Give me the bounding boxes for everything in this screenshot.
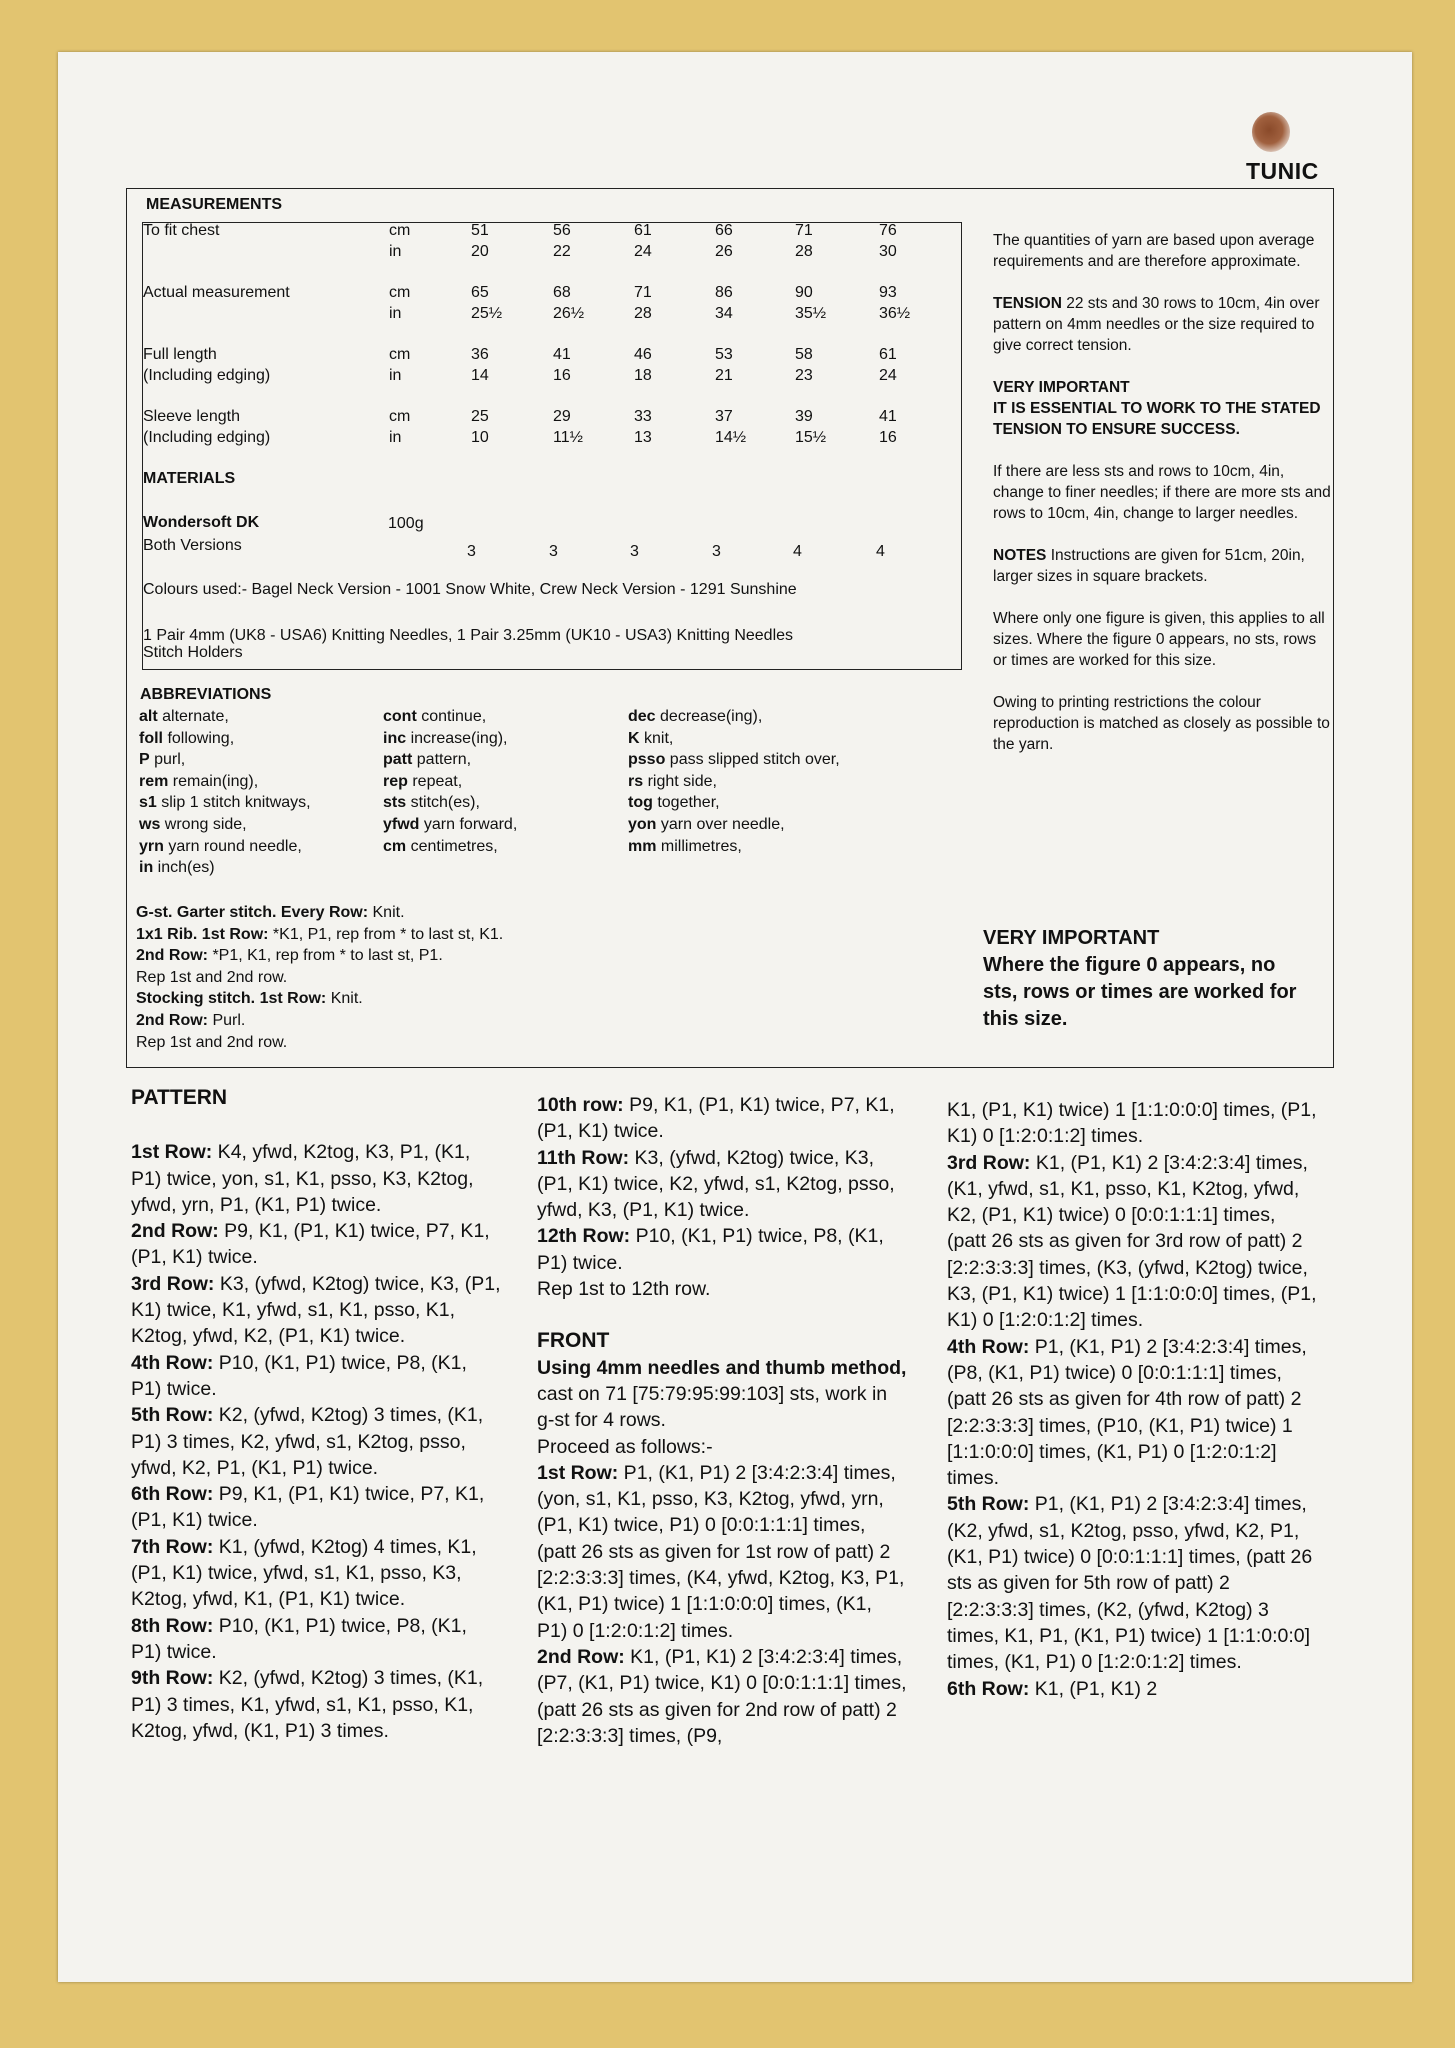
- abbreviation-key: P: [139, 751, 150, 769]
- row-label: 2nd Row:: [537, 1645, 625, 1668]
- abbreviation-item: [628, 706, 840, 728]
- row-label: 2nd Row:: [136, 947, 208, 965]
- measurement-value: 24: [634, 243, 652, 260]
- measurement-value: 61: [879, 346, 897, 363]
- versions-value: 3: [549, 543, 558, 560]
- front-row: [947, 1491, 1317, 1675]
- measurement-value: 18: [634, 367, 652, 384]
- abbreviation-key: cm: [383, 837, 407, 855]
- pattern-heading: PATTERN: [131, 1086, 228, 1109]
- abbreviation-key: patt: [383, 751, 413, 769]
- abbreviation-key: ws: [139, 815, 161, 833]
- measurement-unit: in: [389, 305, 402, 322]
- measurement-value: 20: [471, 243, 489, 260]
- abbreviation-key: mm: [628, 837, 657, 855]
- abbreviation-item: [628, 814, 840, 836]
- versions-value: 3: [630, 543, 639, 560]
- front-row: [947, 1676, 1317, 1702]
- notes-text: Instructions are given for 51cm, 20in, larger sizes in square brackets.: [993, 547, 1305, 585]
- abbreviation-meaning: remain(ing),: [168, 772, 259, 790]
- stitch-definition: [136, 945, 503, 967]
- abbreviation-meaning: increase(ing),: [406, 729, 508, 747]
- measurement-value: 15½: [795, 429, 827, 446]
- measurement-value: 39: [795, 408, 813, 425]
- yarn-name: Wondersoft DK: [143, 514, 260, 531]
- measurement-value: 53: [715, 346, 733, 363]
- row-label: G-st. Garter stitch. Every Row:: [136, 904, 369, 921]
- abbreviation-item: [383, 814, 517, 836]
- pattern-row: [131, 1350, 501, 1403]
- front-row: [537, 1460, 907, 1644]
- abbreviation-meaning: together,: [652, 794, 720, 812]
- row-label: 11th Row:: [537, 1146, 630, 1169]
- measurement-value: 46: [634, 346, 652, 363]
- row-instructions: K1, (yfwd, K2tog) 4 times, K1, (P1, K1) twice, yfwd, s1, K1, psso, K3, K2tog, yfwd, K1, (P1, K1) twice.: [131, 1535, 477, 1611]
- one-figure-note: Where only one figure is given, this applies to all sizes. Where the figure 0 appears, no sts, rows or times are worked for this size.: [993, 610, 1325, 669]
- measurement-value: 71: [795, 222, 813, 239]
- measurement-value: 71: [634, 284, 652, 301]
- measurement-value: 66: [715, 222, 733, 239]
- row-instructions: *K1, P1, rep from * to last st, K1.: [268, 925, 504, 943]
- row-label: 3rd Row:: [131, 1272, 215, 1295]
- printing-note: Owing to printing restrictions the colour reproduction is matched as closely as possible to the yarn.: [993, 694, 1330, 753]
- abbreviations-column-3: [628, 706, 840, 857]
- versions-label: Both Versions: [143, 537, 242, 554]
- row-instructions: Rep 1st and 2nd row.: [136, 1033, 288, 1051]
- front-intro-text: cast on 71 [75:79:95:99:103] sts, work in g-st for 4 rows.: [537, 1382, 888, 1432]
- abbreviation-meaning: knit,: [639, 729, 674, 747]
- stitch-definitions: [136, 902, 503, 1053]
- measurement-value: 33: [634, 408, 652, 425]
- measurement-label: To fit chest: [143, 222, 220, 239]
- abbreviation-key: tog: [628, 794, 653, 812]
- abbreviation-meaning: repeat,: [407, 772, 463, 790]
- pattern-row: [131, 1534, 501, 1613]
- row-instructions: K3, (yfwd, K2tog) twice, K3, (P1, K1) twice, K2, yfwd, s1, K2tog, psso, yfwd, K3, (P1, K1) twice.: [537, 1146, 895, 1222]
- tension-label: TENSION: [993, 295, 1062, 312]
- abbreviation-meaning: alternate,: [157, 708, 229, 725]
- pattern-row: [131, 1271, 501, 1350]
- abbreviation-item: [139, 836, 311, 858]
- abbreviation-key: yfwd: [383, 815, 420, 833]
- row-instructions: P1, (K1, P1) 2 [3:4:2:3:4] times, (P8, (K1, P1) twice) 0 [0:0:1:1:1] times, (patt 26 sts as given for 4th row of patt) 2 [2:2:3:3:3] times, (P10, (K1, P1) twice) 1 [1:1:0:0:0] times, (K1, P1) 0 [1:2:0:1:2] times.: [947, 1335, 1307, 1490]
- proceed-text: Proceed as follows:-: [537, 1435, 713, 1458]
- abbreviation-meaning: pass slipped stitch over,: [665, 751, 840, 769]
- row-instructions: P9, K1, (P1, K1) twice, P7, K1, (P1, K1) twice.: [131, 1483, 485, 1532]
- essential-text: IT IS ESSENTIAL TO WORK TO THE STATED TENSION TO ENSURE SUCCESS.: [993, 400, 1321, 438]
- row-instructions: Purl.: [208, 1011, 246, 1029]
- abbreviation-item: [628, 836, 840, 858]
- very-important-label: VERY IMPORTANT: [993, 379, 1130, 396]
- abbreviation-key: rs: [628, 772, 644, 790]
- zero-figure-box: [983, 925, 1313, 1033]
- abbreviation-meaning: pattern,: [412, 751, 472, 769]
- measurement-value: 36: [471, 346, 489, 363]
- measurement-value: 29: [553, 408, 571, 425]
- row-instructions: P10, (K1, P1) twice, P8, (K1, P1) twice.: [537, 1225, 884, 1274]
- abbreviation-key: inc: [383, 729, 407, 747]
- row-label: 1st Row:: [131, 1141, 213, 1164]
- row-label: 9th Row:: [131, 1667, 214, 1690]
- size-notes: [993, 545, 1333, 587]
- very-important-heading: VERY IMPORTANT: [983, 927, 1160, 949]
- row-instructions: P1, (K1, P1) 2 [3:4:2:3:4] times, (K2, yfwd, s1, K2tog, psso, yfwd, K2, P1, (K1, P1) twice) 0 [0:0:1:1:1] times, (patt 26 sts as given for 5th row of patt) 2 [2:2:3:3:3] times, (K2, (yfwd, K2tog) 3 times, K1, P1, (K1, P1) twice) 1 [1:1:0:0:0] times, (K1, P1) 0 [1:2:0:1:2] times.: [947, 1493, 1313, 1674]
- abbreviation-meaning: centimetres,: [406, 837, 498, 855]
- stitch-definition: [136, 1010, 503, 1032]
- measurement-unit: cm: [389, 222, 411, 239]
- measurement-label: Actual measurement: [143, 284, 290, 301]
- stitch-definition: [136, 902, 503, 924]
- measurement-value: 61: [634, 222, 652, 239]
- abbreviation-key: sts: [383, 794, 407, 812]
- colours-used: Colours used:- Bagel Neck Version - 1001 Snow White, Crew Neck Version - 1291 Sunshine: [143, 581, 797, 598]
- pattern-row: [131, 1402, 501, 1481]
- row-instructions: K2, (yfwd, K2tog) 3 times, (K1, P1) 3 times, K2, yfwd, s1, K2tog, psso, yfwd, K2, P1, (K1, P1) twice.: [131, 1404, 484, 1479]
- measurement-value: 41: [553, 346, 571, 363]
- measurement-value: 30: [879, 243, 897, 260]
- abbreviation-key: s1: [139, 794, 157, 812]
- abbreviation-item: [383, 771, 517, 793]
- stitch-holders: Stitch Holders: [143, 644, 243, 661]
- row-label: 4th Row:: [131, 1351, 214, 1374]
- row-label: 7th Row:: [131, 1535, 214, 1558]
- measurement-value: 65: [471, 284, 489, 301]
- versions-value: 3: [467, 543, 476, 560]
- row-label: 12th Row:: [537, 1225, 631, 1248]
- measurement-unit: in: [389, 429, 402, 446]
- measurement-value: 28: [634, 305, 652, 322]
- row-instructions: Rep 1st and 2nd row.: [136, 968, 288, 986]
- row-instructions: P10, (K1, P1) twice, P8, (K1, P1) twice.: [131, 1351, 467, 1400]
- measurement-unit: cm: [389, 346, 411, 363]
- pattern-column-2: [537, 1092, 907, 1749]
- very-important-note: [993, 377, 1333, 440]
- abbreviation-item: [139, 749, 311, 771]
- row-label: 5th Row:: [947, 1493, 1030, 1516]
- measurement-value: 26: [715, 243, 733, 260]
- pattern-row: [537, 1223, 907, 1276]
- front-row: [947, 1334, 1317, 1492]
- row-label: 4th Row:: [947, 1335, 1030, 1358]
- tension-note: [993, 293, 1333, 356]
- abbreviation-meaning: inch(es): [153, 859, 215, 877]
- abbreviation-key: dec: [628, 708, 656, 725]
- front-intro: [537, 1355, 907, 1434]
- abbreviation-key: rep: [383, 772, 408, 790]
- measurement-value: 56: [553, 222, 571, 239]
- abbreviation-item: [139, 771, 311, 793]
- measurement-value: 76: [879, 222, 897, 239]
- abbreviation-key: foll: [139, 729, 163, 747]
- abbreviation-meaning: following,: [163, 729, 235, 747]
- abbreviation-meaning: yarn over needle,: [656, 815, 785, 833]
- row-instructions: K1, (P1, K1) 2: [1029, 1677, 1158, 1700]
- abbreviation-key: rem: [139, 772, 169, 790]
- abbreviation-item: [139, 814, 311, 836]
- pattern-row: [131, 1665, 501, 1744]
- row-instructions: K4, yfwd, K2tog, K3, P1, (K1, P1) twice, yon, s1, K1, psso, K3, K2tog, yfwd, yrn, P1, (K1, P1) twice.: [131, 1141, 474, 1216]
- stitch-definition: [136, 988, 503, 1010]
- tension-text: 22 sts and 30 rows to 10cm, 4in over pattern on 4mm needles or the size required to give correct tension.: [993, 295, 1320, 354]
- measurement-value: 11½: [553, 429, 583, 446]
- notes-column: [993, 230, 1333, 776]
- needle-change-note: If there are less sts and rows to 10cm, 4in, change to finer needles; if there are more sts and rows to 10cm, 4in, change to larger needles.: [993, 463, 1331, 522]
- measurement-value: 93: [879, 284, 897, 301]
- row-label: 8th Row:: [131, 1614, 214, 1637]
- versions-value: 3: [712, 543, 721, 560]
- measurement-value: 35½: [795, 305, 827, 322]
- row-instructions: Knit.: [368, 904, 405, 921]
- abbreviation-key: in: [139, 859, 154, 877]
- row-instructions: Rep 1st to 12th row.: [537, 1278, 711, 1301]
- row-instructions: K2, (yfwd, K2tog) 3 times, (K1, P1) 3 times, K1, yfwd, s1, K1, psso, K1, K2tog, yfwd, (K1, P1) 3 times.: [131, 1667, 484, 1742]
- abbreviation-item: [628, 792, 840, 814]
- row-label: 3rd Row:: [947, 1151, 1031, 1174]
- abbreviation-item: [383, 792, 517, 814]
- measurement-unit: in: [389, 367, 402, 384]
- zero-figure-text: Where the figure 0 appears, no sts, rows or times are worked for this size.: [983, 954, 1297, 1030]
- needles: 1 Pair 4mm (UK8 - USA6) Knitting Needles, 1 Pair 3.25mm (UK10 - USA3) Knitting Needles: [143, 627, 794, 644]
- abbreviation-key: psso: [628, 751, 666, 769]
- measurement-value: 36½: [879, 305, 911, 322]
- row-label: 2nd Row:: [136, 1011, 208, 1029]
- abbreviation-meaning: right side,: [643, 772, 717, 790]
- abbreviation-item: [383, 706, 517, 728]
- measurement-value: 14: [471, 367, 489, 384]
- row-label: 10th row:: [537, 1094, 624, 1116]
- yarn-weight: 100g: [388, 515, 424, 532]
- row-instructions: P10, (K1, P1) twice, P8, (K1, P1) twice.: [131, 1614, 467, 1663]
- row-instructions: P9, K1, (P1, K1) twice, P7, K1, (P1, K1) twice.: [537, 1094, 895, 1143]
- notes-label: NOTES: [993, 547, 1047, 564]
- abbreviation-item: [139, 728, 311, 750]
- measurement-value: 51: [471, 222, 489, 239]
- measurement-value: 23: [795, 367, 813, 384]
- abbreviation-key: K: [628, 729, 640, 747]
- abbreviation-item: [383, 728, 517, 750]
- measurement-value: 37: [715, 408, 733, 425]
- row-label: 1st Row:: [537, 1461, 619, 1484]
- abbreviation-item: [139, 792, 311, 814]
- abbreviation-meaning: continue,: [416, 708, 487, 725]
- measurement-unit: in: [389, 243, 402, 260]
- measurement-unit: cm: [389, 408, 411, 425]
- measurement-value: 14½: [715, 429, 747, 446]
- measurement-value: 26½: [553, 305, 585, 322]
- front-heading: FRONT: [537, 1329, 610, 1353]
- pattern-column-1: [131, 1085, 501, 1744]
- measurements-heading: MEASUREMENTS: [146, 196, 283, 213]
- pattern-row: [131, 1613, 501, 1666]
- abbreviation-item: [139, 706, 311, 728]
- abbreviation-meaning: yarn round needle,: [163, 837, 302, 855]
- row-instructions: *P1, K1, rep from * to last st, P1.: [208, 947, 443, 965]
- measurement-value: 16: [553, 367, 571, 384]
- pattern-row: [131, 1218, 501, 1271]
- stitch-definition: [136, 924, 503, 946]
- pattern-row: [537, 1276, 907, 1302]
- abbreviation-key: alt: [139, 708, 158, 725]
- abbreviation-key: yrn: [139, 837, 164, 855]
- measurement-value: 58: [795, 346, 813, 363]
- versions-value: 4: [793, 543, 802, 560]
- abbreviation-item: [139, 857, 311, 879]
- measurement-value: 16: [879, 429, 897, 446]
- row-instructions: P1, (K1, P1) 2 [3:4:2:3:4] times, (yon, s1, K1, psso, K3, K2tog, yfwd, yrn, (P1, K1) twice, P1) 0 [0:0:1:1:1] times, (patt 26 sts as given for 1st row of patt) 2 [2:2:3:3:3] times, (K4, yfwd, K2tog, K3, P1, (K1, P1) twice) 1 [1:1:0:0:0] times, (K1, P1) 0 [1:2:0:1:2] times.: [537, 1461, 905, 1642]
- row-instructions: K1, (P1, K1) 2 [3:4:2:3:4] times, (K1, yfwd, s1, K1, psso, K1, K2tog, yfwd, K2, (P1, K1) twice) 0 [0:0:1:1:1] times, (patt 26 sts as given for 3rd row of patt) 2 [2:2:3:3:3] times, (K3, (yfwd, K2tog) twice, K3, (P1, K1) twice) 1 [1:1:0:0:0] times, (P1, K1) 0 [1:2:0:1:2] times.: [947, 1151, 1317, 1332]
- page-title: TUNIC: [1246, 158, 1319, 184]
- measurement-value: 25: [471, 408, 489, 425]
- measurement-unit: cm: [389, 284, 411, 301]
- row-label: 1x1 Rib. 1st Row:: [136, 925, 269, 943]
- measurement-value: 10: [471, 429, 489, 446]
- abbreviation-meaning: millimetres,: [656, 837, 742, 855]
- measurement-value: 68: [553, 284, 571, 301]
- measurement-value: 21: [715, 367, 733, 384]
- yarn-quantities-note: The quantities of yarn are based upon average requirements and are therefore approximate.: [993, 232, 1315, 270]
- abbreviations-column-2: [383, 706, 517, 857]
- front-row: [947, 1150, 1317, 1334]
- measurement-value: 90: [795, 284, 813, 301]
- row-label: 6th Row:: [131, 1483, 214, 1506]
- row-instructions: P9, K1, (P1, K1) twice, P7, K1, (P1, K1) twice.: [131, 1220, 490, 1269]
- measurement-value: 13: [634, 429, 652, 446]
- row-label: 2nd Row:: [131, 1220, 219, 1243]
- abbreviation-key: yon: [628, 815, 657, 833]
- measurement-value: 22: [553, 243, 571, 260]
- measurement-value: 25½: [471, 305, 503, 322]
- row-label: Stocking stitch. 1st Row:: [136, 990, 327, 1008]
- abbreviation-item: [383, 749, 517, 771]
- abbreviations-column-1: [139, 706, 311, 879]
- stitch-definition: [136, 967, 503, 989]
- abbreviations-heading: ABBREVIATIONS: [140, 686, 272, 703]
- abbreviation-item: [628, 728, 840, 750]
- measurement-label: Sleeve length (Including edging): [143, 408, 271, 446]
- row-label: 5th Row:: [131, 1404, 214, 1427]
- measurement-value: 28: [795, 243, 813, 260]
- pattern-row: [131, 1481, 501, 1534]
- row-label: 6th Row:: [947, 1677, 1030, 1700]
- stitch-definition: [136, 1032, 503, 1054]
- pattern-row: [131, 1139, 501, 1218]
- row-instructions: K1, (P1, K1) 2 [3:4:2:3:4] times, (P7, (K1, P1) twice, K1) 0 [0:0:1:1:1] times, (patt 26 sts as given for 2nd row of patt) 2 [2:2:3:3:3] times, (P9,: [537, 1645, 907, 1747]
- measurement-value: 86: [715, 284, 733, 301]
- front-row: [537, 1644, 907, 1749]
- abbreviation-meaning: yarn forward,: [419, 815, 518, 833]
- pattern-row: [537, 1092, 907, 1145]
- abbreviation-meaning: stitch(es),: [406, 794, 480, 812]
- abbreviation-meaning: slip 1 stitch knitways,: [156, 794, 311, 812]
- versions-value: 4: [876, 543, 885, 560]
- abbreviation-key: cont: [383, 708, 417, 725]
- abbreviation-item: [628, 771, 840, 793]
- measurement-value: 34: [715, 305, 733, 322]
- paper-stain: [1252, 112, 1290, 152]
- front-intro-method: Using 4mm needles and thumb method,: [537, 1356, 907, 1379]
- row-instructions: K3, (yfwd, K2tog) twice, K3, (P1, K1) twice, K1, yfwd, s1, K1, psso, K1, K2tog, yfwd, K2, (P1, K1) twice.: [131, 1272, 501, 1348]
- abbreviation-item: [628, 749, 840, 771]
- materials-heading: MATERIALS: [143, 470, 236, 487]
- abbreviation-item: [383, 836, 517, 858]
- column-3-continuation: K1, (P1, K1) twice) 1 [1:1:0:0:0] times, (P1, K1) 0 [1:2:0:1:2] times.: [947, 1099, 1317, 1148]
- abbreviation-meaning: decrease(ing),: [655, 708, 763, 725]
- pattern-row: [537, 1145, 907, 1224]
- abbreviation-meaning: wrong side,: [160, 815, 247, 833]
- measurement-label: Full length (Including edging): [143, 346, 271, 384]
- abbreviation-meaning: purl,: [149, 751, 186, 769]
- pattern-column-3: [947, 1097, 1317, 1702]
- row-instructions: Knit.: [326, 990, 363, 1008]
- measurement-value: 24: [879, 367, 897, 384]
- measurement-value: 41: [879, 408, 897, 425]
